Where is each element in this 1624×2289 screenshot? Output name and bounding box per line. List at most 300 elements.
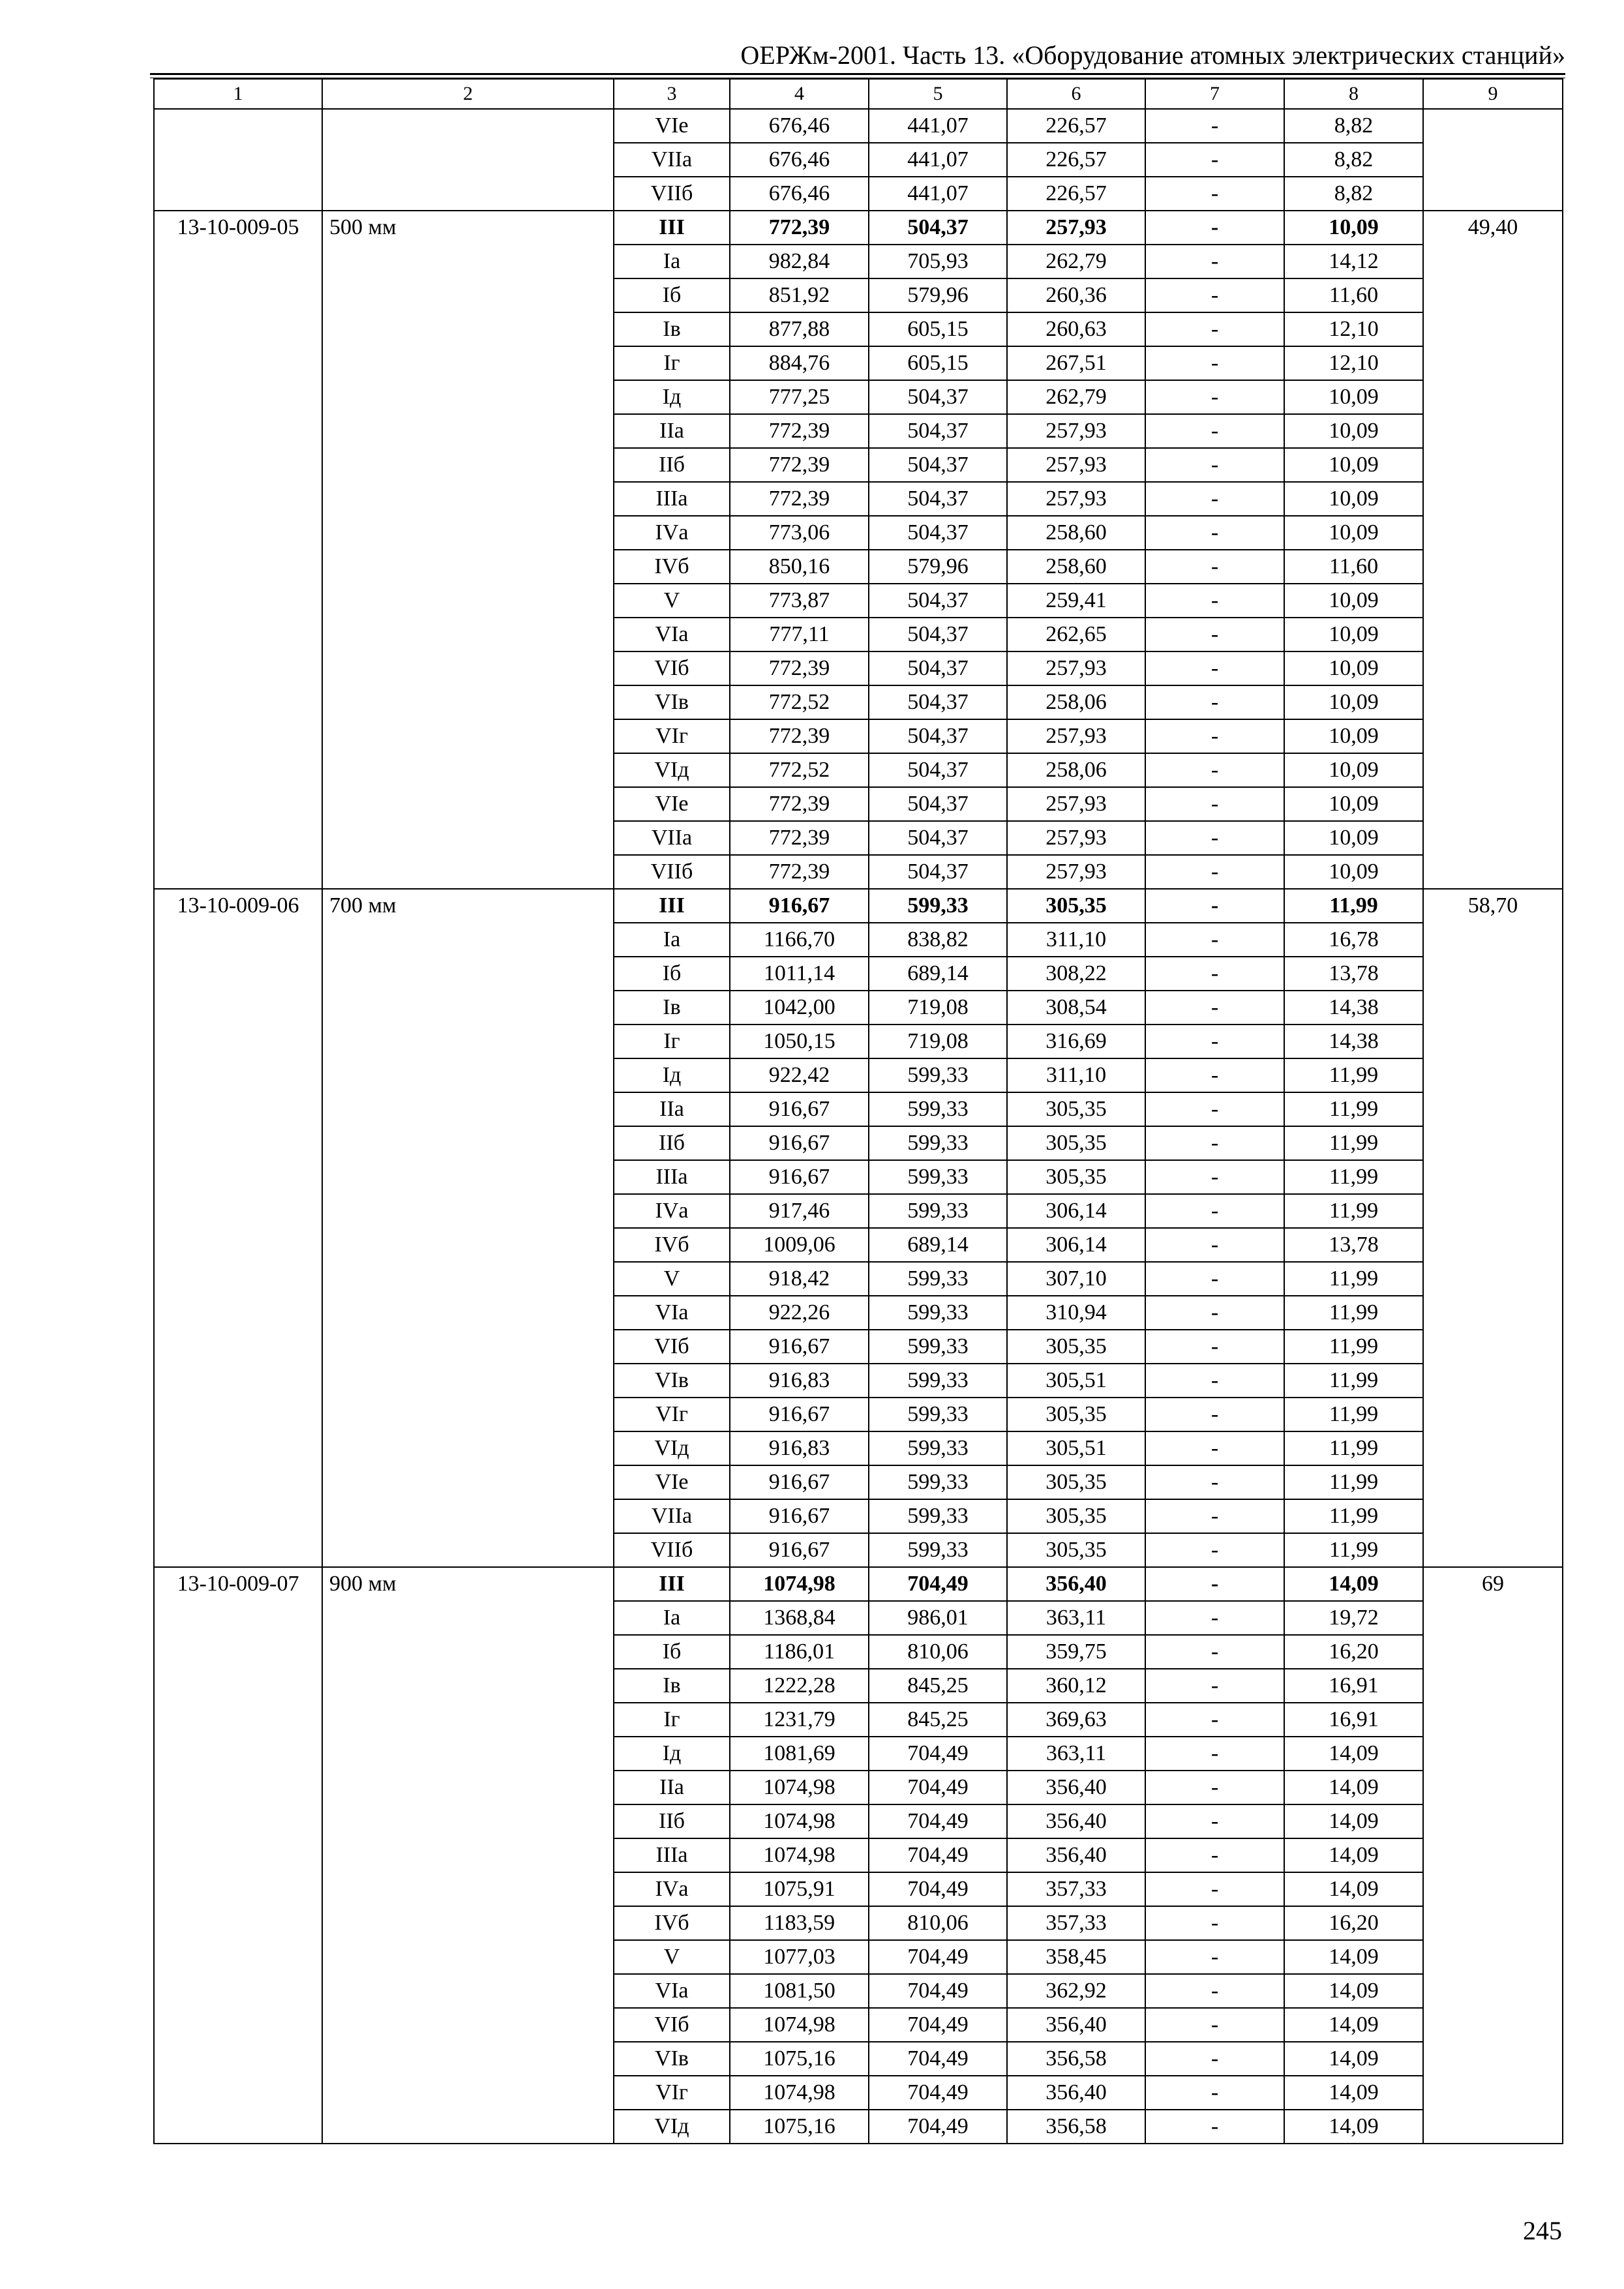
machine-costs-cell: 305,35 xyxy=(1007,1533,1145,1567)
wages-cell: 504,37 xyxy=(869,787,1007,821)
machinist-wages-cell: - xyxy=(1145,957,1284,991)
machine-costs-cell: 356,40 xyxy=(1007,1804,1145,1838)
machine-costs-cell: 356,58 xyxy=(1007,2042,1145,2076)
labor-costs-cell: 14,09 xyxy=(1284,2110,1423,2144)
machinist-wages-cell: - xyxy=(1145,143,1284,177)
labor-costs-cell: 14,09 xyxy=(1284,2008,1423,2042)
machine-costs-cell: 260,36 xyxy=(1007,278,1145,312)
direct-costs-cell: 772,39 xyxy=(730,651,869,685)
labor-costs-cell: 10,09 xyxy=(1284,685,1423,719)
machinist-wages-cell: - xyxy=(1145,550,1284,584)
column-number-row xyxy=(154,79,1563,109)
zone-cell: Iа xyxy=(614,245,730,278)
machinist-wages-cell: - xyxy=(1145,1092,1284,1126)
rate-code-cell xyxy=(154,109,322,211)
machinist-wages-cell: - xyxy=(1145,753,1284,787)
labor-costs-cell: 14,38 xyxy=(1284,991,1423,1025)
direct-costs-cell: 1074,98 xyxy=(730,1567,869,1601)
zone-cell: VIIа xyxy=(614,1499,730,1533)
machine-costs-cell: 257,93 xyxy=(1007,821,1145,855)
machine-costs-cell: 305,35 xyxy=(1007,1126,1145,1160)
wages-cell: 838,82 xyxy=(869,923,1007,957)
wages-cell: 599,33 xyxy=(869,1126,1007,1160)
machine-costs-cell: 316,69 xyxy=(1007,1025,1145,1058)
labor-costs-cell: 14,09 xyxy=(1284,1567,1423,1601)
machine-costs-cell: 305,35 xyxy=(1007,889,1145,923)
machinist-wages-cell: - xyxy=(1145,177,1284,211)
zone-cell: Iб xyxy=(614,278,730,312)
machinist-wages-cell: - xyxy=(1145,1194,1284,1228)
labor-costs-cell: 11,99 xyxy=(1284,1160,1423,1194)
machine-costs-cell: 257,93 xyxy=(1007,414,1145,448)
zone-cell: Iв xyxy=(614,312,730,346)
machinist-wages-cell: - xyxy=(1145,278,1284,312)
labor-costs-cell: 16,20 xyxy=(1284,1906,1423,1940)
machine-costs-cell: 363,11 xyxy=(1007,1737,1145,1771)
wages-cell: 810,06 xyxy=(869,1906,1007,1940)
labor-costs-cell: 10,09 xyxy=(1284,211,1423,245)
zone-cell: VIг xyxy=(614,719,730,753)
labor-costs-cell: 16,20 xyxy=(1284,1635,1423,1669)
table-row xyxy=(154,1567,1563,1601)
wages-cell: 579,96 xyxy=(869,550,1007,584)
machinist-wages-cell: - xyxy=(1145,1804,1284,1838)
machinist-wages-cell: - xyxy=(1145,1262,1284,1296)
labor-costs-cell: 11,99 xyxy=(1284,1431,1423,1465)
machine-costs-cell: 356,40 xyxy=(1007,1771,1145,1804)
zone-cell: VIд xyxy=(614,1431,730,1465)
zone-cell: Iа xyxy=(614,1601,730,1635)
machine-costs-cell: 357,33 xyxy=(1007,1872,1145,1906)
direct-costs-cell: 922,26 xyxy=(730,1296,869,1330)
wages-cell: 599,33 xyxy=(869,1194,1007,1228)
labor-costs-cell: 12,10 xyxy=(1284,312,1423,346)
price-table-body xyxy=(154,79,1563,2144)
direct-costs-cell: 1009,06 xyxy=(730,1228,869,1262)
labor-costs-cell: 19,72 xyxy=(1284,1601,1423,1635)
machinist-wages-cell: - xyxy=(1145,618,1284,651)
wages-cell: 689,14 xyxy=(869,1228,1007,1262)
machinist-wages-cell: - xyxy=(1145,584,1284,618)
wages-cell: 704,49 xyxy=(869,1940,1007,1974)
machine-costs-cell: 360,12 xyxy=(1007,1669,1145,1703)
machinist-wages-cell: - xyxy=(1145,1025,1284,1058)
zone-cell: III xyxy=(614,889,730,923)
machinist-wages-cell: - xyxy=(1145,516,1284,550)
labor-costs-cell: 10,09 xyxy=(1284,855,1423,889)
direct-costs-cell: 916,83 xyxy=(730,1431,869,1465)
wages-cell: 704,49 xyxy=(869,1872,1007,1906)
wages-cell: 704,49 xyxy=(869,1804,1007,1838)
labor-costs-cell: 11,99 xyxy=(1284,1058,1423,1092)
machine-costs-cell: 359,75 xyxy=(1007,1635,1145,1669)
rate-code-cell: 13-10-009-07 xyxy=(154,1567,322,2144)
machinist-wages-cell: - xyxy=(1145,991,1284,1025)
zone-cell: VIд xyxy=(614,2110,730,2144)
direct-costs-cell: 772,52 xyxy=(730,685,869,719)
wages-cell: 599,33 xyxy=(869,1364,1007,1398)
description-cell: 700 мм xyxy=(322,889,614,1567)
zone-cell: Iг xyxy=(614,1703,730,1737)
wages-cell: 599,33 xyxy=(869,889,1007,923)
wages-cell: 704,49 xyxy=(869,1974,1007,2008)
machine-costs-cell: 257,93 xyxy=(1007,719,1145,753)
machine-costs-cell: 258,06 xyxy=(1007,685,1145,719)
zone-cell: VIв xyxy=(614,2042,730,2076)
direct-costs-cell: 916,67 xyxy=(730,1499,869,1533)
zone-cell: VIг xyxy=(614,1398,730,1431)
labor-costs-cell: 16,91 xyxy=(1284,1703,1423,1737)
direct-costs-cell: 1081,69 xyxy=(730,1737,869,1771)
wages-cell: 504,37 xyxy=(869,753,1007,787)
zone-cell: IIа xyxy=(614,414,730,448)
labor-costs-cell: 11,99 xyxy=(1284,1533,1423,1567)
machine-costs-cell: 267,51 xyxy=(1007,346,1145,380)
machine-costs-cell: 262,65 xyxy=(1007,618,1145,651)
direct-costs-cell: 1075,91 xyxy=(730,1872,869,1906)
zone-cell: Iг xyxy=(614,346,730,380)
labor-costs-cell: 14,09 xyxy=(1284,2076,1423,2110)
zone-cell: VIд xyxy=(614,753,730,787)
labor-costs-cell: 10,09 xyxy=(1284,380,1423,414)
description-cell: 900 мм xyxy=(322,1567,614,2144)
wages-cell: 504,37 xyxy=(869,651,1007,685)
table-row xyxy=(154,889,1563,923)
zone-cell: VIа xyxy=(614,1974,730,2008)
direct-costs-cell: 772,39 xyxy=(730,787,869,821)
labor-costs-cell: 10,09 xyxy=(1284,448,1423,482)
zone-cell: VIIа xyxy=(614,143,730,177)
zone-cell: VIа xyxy=(614,1296,730,1330)
machinist-wages-cell: - xyxy=(1145,719,1284,753)
wages-cell: 599,33 xyxy=(869,1092,1007,1126)
zone-cell: IIа xyxy=(614,1092,730,1126)
zone-cell: Iг xyxy=(614,1025,730,1058)
labor-costs-cell: 16,91 xyxy=(1284,1669,1423,1703)
labor-costs-cell: 10,09 xyxy=(1284,651,1423,685)
zone-cell: VIIб xyxy=(614,177,730,211)
wages-cell: 504,37 xyxy=(869,414,1007,448)
zone-cell: IVб xyxy=(614,1228,730,1262)
machinist-wages-cell: - xyxy=(1145,1906,1284,1940)
direct-costs-cell: 1050,15 xyxy=(730,1025,869,1058)
wages-cell: 704,49 xyxy=(869,1737,1007,1771)
wages-cell: 705,93 xyxy=(869,245,1007,278)
zone-cell: IIIа xyxy=(614,482,730,516)
direct-costs-cell: 916,67 xyxy=(730,1465,869,1499)
wages-cell: 504,37 xyxy=(869,211,1007,245)
zone-cell: VIб xyxy=(614,2008,730,2042)
direct-costs-cell: 1186,01 xyxy=(730,1635,869,1669)
wages-cell: 689,14 xyxy=(869,957,1007,991)
labor-costs-cell: 14,12 xyxy=(1284,245,1423,278)
wages-cell: 810,06 xyxy=(869,1635,1007,1669)
labor-costs-cell: 11,99 xyxy=(1284,1126,1423,1160)
wages-cell: 504,37 xyxy=(869,618,1007,651)
zone-cell: IVб xyxy=(614,1906,730,1940)
zone-cell: Iб xyxy=(614,957,730,991)
machinist-wages-cell: - xyxy=(1145,1160,1284,1194)
machinist-wages-cell: - xyxy=(1145,1703,1284,1737)
machinist-wages-cell: - xyxy=(1145,1499,1284,1533)
zone-cell: VIг xyxy=(614,2076,730,2110)
labor-costs-cell: 11,99 xyxy=(1284,1465,1423,1499)
wages-cell: 504,37 xyxy=(869,516,1007,550)
labor-costs-cell: 11,60 xyxy=(1284,278,1423,312)
machinist-wages-cell: - xyxy=(1145,1771,1284,1804)
wages-cell: 599,33 xyxy=(869,1160,1007,1194)
zone-cell: VIIб xyxy=(614,855,730,889)
equipment-mass-cell xyxy=(1423,109,1563,211)
wages-cell: 579,96 xyxy=(869,278,1007,312)
wages-cell: 599,33 xyxy=(869,1058,1007,1092)
direct-costs-cell: 1075,16 xyxy=(730,2110,869,2144)
wages-cell: 504,37 xyxy=(869,584,1007,618)
direct-costs-cell: 1074,98 xyxy=(730,2076,869,2110)
machine-costs-cell: 257,93 xyxy=(1007,482,1145,516)
labor-costs-cell: 13,78 xyxy=(1284,1228,1423,1262)
machinist-wages-cell: - xyxy=(1145,651,1284,685)
direct-costs-cell: 772,52 xyxy=(730,753,869,787)
column-number: 4 xyxy=(730,79,869,109)
labor-costs-cell: 10,09 xyxy=(1284,618,1423,651)
direct-costs-cell: 676,46 xyxy=(730,143,869,177)
table-row xyxy=(154,211,1563,245)
zone-cell: V xyxy=(614,1262,730,1296)
machine-costs-cell: 369,63 xyxy=(1007,1703,1145,1737)
zone-cell: Iд xyxy=(614,1737,730,1771)
zone-cell: VIв xyxy=(614,1364,730,1398)
machine-costs-cell: 305,35 xyxy=(1007,1499,1145,1533)
zone-cell: IIб xyxy=(614,1126,730,1160)
machine-costs-cell: 257,93 xyxy=(1007,651,1145,685)
zone-cell: IIIа xyxy=(614,1160,730,1194)
wages-cell: 845,25 xyxy=(869,1703,1007,1737)
direct-costs-cell: 773,87 xyxy=(730,584,869,618)
machine-costs-cell: 363,11 xyxy=(1007,1601,1145,1635)
zone-cell: VIб xyxy=(614,651,730,685)
machine-costs-cell: 258,06 xyxy=(1007,753,1145,787)
machinist-wages-cell: - xyxy=(1145,821,1284,855)
machine-costs-cell: 258,60 xyxy=(1007,516,1145,550)
equipment-mass-cell: 69 xyxy=(1423,1567,1563,2144)
direct-costs-cell: 916,67 xyxy=(730,1398,869,1431)
machinist-wages-cell: - xyxy=(1145,1872,1284,1906)
machine-costs-cell: 262,79 xyxy=(1007,380,1145,414)
machine-costs-cell: 356,40 xyxy=(1007,2008,1145,2042)
direct-costs-cell: 772,39 xyxy=(730,414,869,448)
zone-cell: IVб xyxy=(614,550,730,584)
wages-cell: 504,37 xyxy=(869,855,1007,889)
machine-costs-cell: 226,57 xyxy=(1007,143,1145,177)
labor-costs-cell: 11,99 xyxy=(1284,1262,1423,1296)
machinist-wages-cell: - xyxy=(1145,1940,1284,1974)
wages-cell: 704,49 xyxy=(869,1771,1007,1804)
document-header-title: ОЕРЖм-2001. Часть 13. «Оборудование атомных электрических станций» xyxy=(740,40,1565,70)
direct-costs-cell: 1042,00 xyxy=(730,991,869,1025)
wages-cell: 605,15 xyxy=(869,312,1007,346)
machinist-wages-cell: - xyxy=(1145,1601,1284,1635)
labor-costs-cell: 13,78 xyxy=(1284,957,1423,991)
machinist-wages-cell: - xyxy=(1145,923,1284,957)
labor-costs-cell: 8,82 xyxy=(1284,177,1423,211)
wages-cell: 599,33 xyxy=(869,1330,1007,1364)
direct-costs-cell: 1074,98 xyxy=(730,2008,869,2042)
direct-costs-cell: 916,67 xyxy=(730,1160,869,1194)
labor-costs-cell: 14,09 xyxy=(1284,1940,1423,1974)
wages-cell: 504,37 xyxy=(869,719,1007,753)
direct-costs-cell: 1231,79 xyxy=(730,1703,869,1737)
direct-costs-cell: 916,83 xyxy=(730,1364,869,1398)
direct-costs-cell: 1075,16 xyxy=(730,2042,869,2076)
labor-costs-cell: 12,10 xyxy=(1284,346,1423,380)
rate-code-cell: 13-10-009-06 xyxy=(154,889,322,1567)
zone-cell: IIб xyxy=(614,1804,730,1838)
direct-costs-cell: 916,67 xyxy=(730,1533,869,1567)
labor-costs-cell: 11,99 xyxy=(1284,1499,1423,1533)
header-rule xyxy=(150,73,1565,75)
direct-costs-cell: 772,39 xyxy=(730,855,869,889)
labor-costs-cell: 10,09 xyxy=(1284,584,1423,618)
direct-costs-cell: 1074,98 xyxy=(730,1838,869,1872)
machine-costs-cell: 308,54 xyxy=(1007,991,1145,1025)
machine-costs-cell: 356,40 xyxy=(1007,1567,1145,1601)
wages-cell: 704,49 xyxy=(869,2042,1007,2076)
zone-cell: III xyxy=(614,1567,730,1601)
labor-costs-cell: 10,09 xyxy=(1284,719,1423,753)
machinist-wages-cell: - xyxy=(1145,448,1284,482)
rate-code-cell: 13-10-009-05 xyxy=(154,211,322,889)
wages-cell: 704,49 xyxy=(869,2110,1007,2144)
direct-costs-cell: 777,11 xyxy=(730,618,869,651)
machine-costs-cell: 356,40 xyxy=(1007,1838,1145,1872)
zone-cell: VIе xyxy=(614,787,730,821)
direct-costs-cell: 1077,03 xyxy=(730,1940,869,1974)
wages-cell: 599,33 xyxy=(869,1499,1007,1533)
description-cell: 500 мм xyxy=(322,211,614,889)
labor-costs-cell: 10,09 xyxy=(1284,787,1423,821)
direct-costs-cell: 916,67 xyxy=(730,889,869,923)
direct-costs-cell: 1222,28 xyxy=(730,1669,869,1703)
labor-costs-cell: 8,82 xyxy=(1284,143,1423,177)
direct-costs-cell: 850,16 xyxy=(730,550,869,584)
machinist-wages-cell: - xyxy=(1145,889,1284,923)
labor-costs-cell: 11,99 xyxy=(1284,1330,1423,1364)
machine-costs-cell: 257,93 xyxy=(1007,855,1145,889)
price-table xyxy=(153,78,1563,2144)
machinist-wages-cell: - xyxy=(1145,1533,1284,1567)
wages-cell: 441,07 xyxy=(869,109,1007,143)
labor-costs-cell: 14,09 xyxy=(1284,1838,1423,1872)
wages-cell: 504,37 xyxy=(869,448,1007,482)
direct-costs-cell: 916,67 xyxy=(730,1126,869,1160)
machine-costs-cell: 358,45 xyxy=(1007,1940,1145,1974)
machine-costs-cell: 258,60 xyxy=(1007,550,1145,584)
labor-costs-cell: 14,09 xyxy=(1284,1872,1423,1906)
labor-costs-cell: 14,09 xyxy=(1284,2042,1423,2076)
machine-costs-cell: 260,63 xyxy=(1007,312,1145,346)
labor-costs-cell: 10,09 xyxy=(1284,753,1423,787)
machinist-wages-cell: - xyxy=(1145,1364,1284,1398)
direct-costs-cell: 772,39 xyxy=(730,821,869,855)
machinist-wages-cell: - xyxy=(1145,1431,1284,1465)
direct-costs-cell: 777,25 xyxy=(730,380,869,414)
machinist-wages-cell: - xyxy=(1145,2042,1284,2076)
machinist-wages-cell: - xyxy=(1145,380,1284,414)
wages-cell: 599,33 xyxy=(869,1262,1007,1296)
direct-costs-cell: 676,46 xyxy=(730,109,869,143)
labor-costs-cell: 14,09 xyxy=(1284,1974,1423,2008)
labor-costs-cell: 10,09 xyxy=(1284,414,1423,448)
labor-costs-cell: 14,09 xyxy=(1284,1804,1423,1838)
direct-costs-cell: 916,67 xyxy=(730,1330,869,1364)
labor-costs-cell: 10,09 xyxy=(1284,516,1423,550)
machinist-wages-cell: - xyxy=(1145,109,1284,143)
wages-cell: 441,07 xyxy=(869,143,1007,177)
zone-cell: Iв xyxy=(614,991,730,1025)
wages-cell: 704,49 xyxy=(869,2076,1007,2110)
direct-costs-cell: 916,67 xyxy=(730,1092,869,1126)
direct-costs-cell: 1011,14 xyxy=(730,957,869,991)
machine-costs-cell: 356,40 xyxy=(1007,2076,1145,2110)
labor-costs-cell: 14,09 xyxy=(1284,1771,1423,1804)
column-number: 8 xyxy=(1284,79,1423,109)
machine-costs-cell: 262,79 xyxy=(1007,245,1145,278)
wages-cell: 719,08 xyxy=(869,991,1007,1025)
machinist-wages-cell: - xyxy=(1145,211,1284,245)
machinist-wages-cell: - xyxy=(1145,312,1284,346)
wages-cell: 599,33 xyxy=(869,1533,1007,1567)
machine-costs-cell: 257,93 xyxy=(1007,211,1145,245)
machinist-wages-cell: - xyxy=(1145,1398,1284,1431)
machine-costs-cell: 306,14 xyxy=(1007,1228,1145,1262)
column-number: 5 xyxy=(869,79,1007,109)
column-number: 3 xyxy=(614,79,730,109)
description-cell xyxy=(322,109,614,211)
wages-cell: 599,33 xyxy=(869,1398,1007,1431)
wages-cell: 719,08 xyxy=(869,1025,1007,1058)
direct-costs-cell: 982,84 xyxy=(730,245,869,278)
column-number: 6 xyxy=(1007,79,1145,109)
wages-cell: 605,15 xyxy=(869,346,1007,380)
labor-costs-cell: 11,99 xyxy=(1284,1296,1423,1330)
machinist-wages-cell: - xyxy=(1145,1974,1284,2008)
machinist-wages-cell: - xyxy=(1145,1228,1284,1262)
machine-costs-cell: 305,35 xyxy=(1007,1092,1145,1126)
machine-costs-cell: 310,94 xyxy=(1007,1296,1145,1330)
machine-costs-cell: 357,33 xyxy=(1007,1906,1145,1940)
wages-cell: 704,49 xyxy=(869,2008,1007,2042)
machine-costs-cell: 305,51 xyxy=(1007,1364,1145,1398)
direct-costs-cell: 1183,59 xyxy=(730,1906,869,1940)
machinist-wages-cell: - xyxy=(1145,1126,1284,1160)
labor-costs-cell: 11,60 xyxy=(1284,550,1423,584)
column-number: 9 xyxy=(1423,79,1563,109)
machinist-wages-cell: - xyxy=(1145,1567,1284,1601)
zone-cell: Iа xyxy=(614,923,730,957)
zone-cell: IIб xyxy=(614,448,730,482)
direct-costs-cell: 773,06 xyxy=(730,516,869,550)
direct-costs-cell: 772,39 xyxy=(730,448,869,482)
zone-cell: VIIб xyxy=(614,1533,730,1567)
wages-cell: 845,25 xyxy=(869,1669,1007,1703)
machinist-wages-cell: - xyxy=(1145,787,1284,821)
zone-cell: V xyxy=(614,1940,730,1974)
page-number: 245 xyxy=(1523,2216,1562,2245)
direct-costs-cell: 1074,98 xyxy=(730,1771,869,1804)
direct-costs-cell: 1368,84 xyxy=(730,1601,869,1635)
zone-cell: Iв xyxy=(614,1669,730,1703)
